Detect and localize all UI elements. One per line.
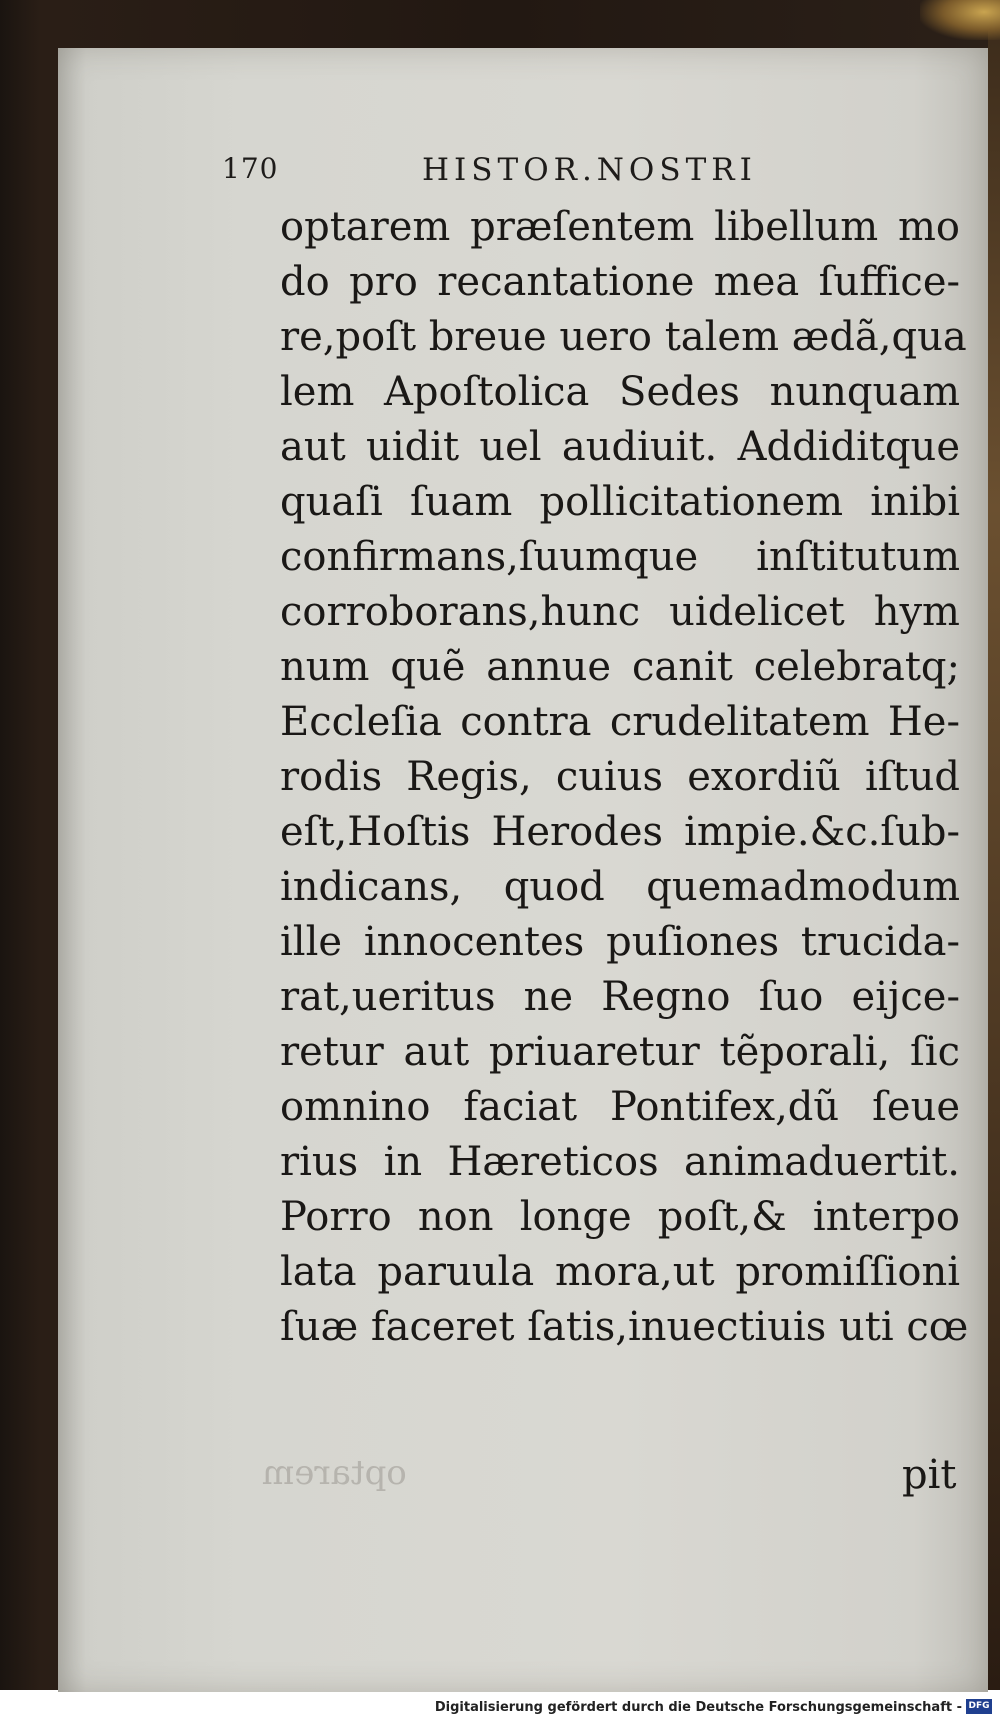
text-line: rat,ueritus ne Regno ſuo eijce- — [280, 974, 960, 1020]
text-line: lem Apoſtolica Sedes nunquam — [280, 369, 960, 415]
binding-corner-ornament — [920, 0, 1000, 40]
body-text — [280, 200, 969, 1355]
text-line: Eccleſia contra crudelitatem He- — [280, 699, 960, 745]
page-header — [222, 152, 912, 192]
text-line: optarem præſentem libellum mo — [280, 204, 960, 250]
text-line: ſuæ faceret ſatis,inuectiuis uti cœ — [280, 1304, 969, 1350]
bleed-through-text: optarem — [262, 1453, 407, 1493]
funding-credit: Digitalisierung gefördert durch die Deutsche Forschungsgemeinschaft - — [434, 1700, 962, 1715]
dfg-logo: DFG — [966, 1699, 992, 1714]
text-line: eſt,Hoſtis Herodes impie.&c.ſub- — [280, 809, 960, 855]
text-line: corroborans,hunc uidelicet hym — [280, 589, 960, 635]
text-line: aut uidit uel audiuit. Addiditque — [280, 424, 960, 470]
text-line: quaſi ſuam pollicitationem inibi — [280, 479, 960, 525]
text-line: lata paruula mora,ut promiſſioni — [280, 1249, 960, 1295]
catchword: pit — [902, 1452, 957, 1498]
running-title: HISTOR.NOSTRI — [422, 152, 757, 188]
digitization-footer — [0, 1692, 1000, 1723]
text-line: confirmans,ſuumque inſtitutum — [280, 534, 960, 580]
text-line: rodis Regis, cuius exordiũ iſtud — [280, 754, 960, 800]
text-line: re,poſt breue uero talem ædã,qua — [280, 314, 967, 360]
text-line: Porro non longe poſt,& interpo — [280, 1194, 960, 1240]
text-line: omnino faciat Pontifex,dũ ſeue — [280, 1084, 960, 1130]
text-line: num quẽ annue canit celebratq; — [280, 644, 960, 690]
book-binding-edge — [988, 0, 1000, 1690]
text-line: retur aut priuaretur tẽporali, ſic — [280, 1029, 960, 1075]
text-line: indicans, quod quemadmodum — [280, 864, 960, 910]
page-number: 170 — [222, 152, 279, 185]
text-line: ille innocentes puſiones trucida- — [280, 919, 960, 965]
text-line: rius in Hæreticos animaduertit. — [280, 1139, 960, 1185]
text-line: do pro recantatione mea ſuffice- — [280, 259, 960, 305]
